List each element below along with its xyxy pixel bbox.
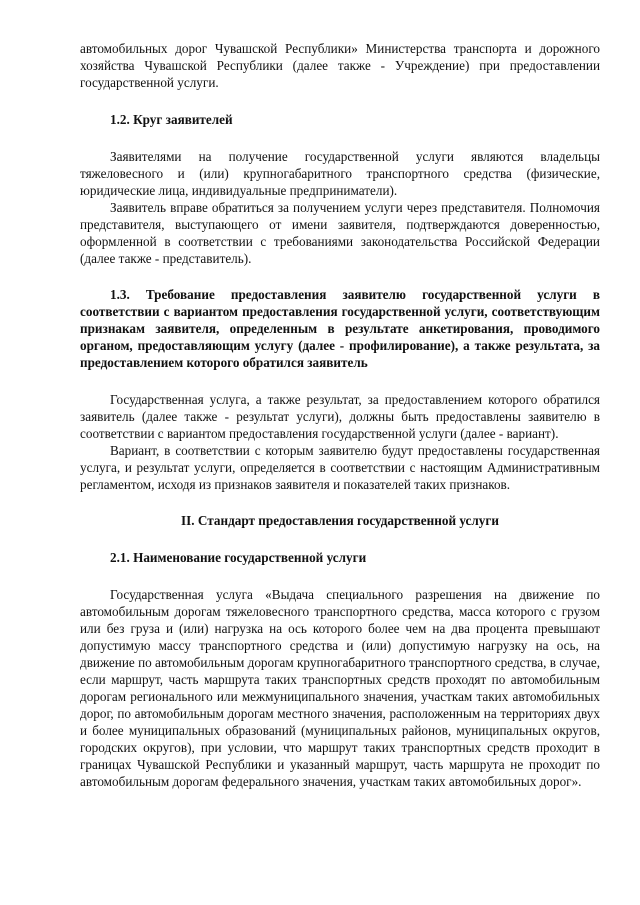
paragraph-service-name: Государственная услуга «Выдача специального разрешения на движение по автомобильным дорогам тяжеловесного транспортного средства, масса которого с грузом или без груза и (или) нагрузка на ось которого более чем на два процента превышают допустимую массу транспортного средства и (или) допустимую нагрузку на ось, на движение по автомобильным дорогам крупногабаритного транспортного средства, в случае, если маршрут, часть маршрута таких транспортных средств проходят по автомобильным дорогам регионального или межмуниципального значения, участкам таких автомобильных дорог, по автомобильным дорогам местного значения, расположенным на территориях двух и более муниципальных образований (муниципальных районов, муниципальных округов, городских округов), при условии, что маршрут таких транспортных средств проходит в границах Чувашской Республики и указанный маршрут, часть маршрута не проходит по автомобильным дорогам федерального значения, участкам таких автомобильных дорог».	[80, 587, 600, 789]
heading-1-2-applicants: 1.2. Круг заявителей	[110, 112, 233, 127]
section-title-2-standard: II. Стандарт предоставления государственной услуги	[181, 513, 499, 528]
heading-1-3-service-variant: 1.3. Требование предоставления заявителю государственной услуги в соответствии с вариантом предоставления государственной услуги, соответствующим признакам заявителя, определенным в результате анкетирования, проводимого органом, предоставляющим услугу (далее - профилирование), а также результата, за предоставлением которого обратился заявитель	[80, 287, 600, 370]
heading-2-1-service-name: 2.1. Наименование государственной услуги	[110, 550, 367, 565]
intro-paragraph: автомобильных дорог Чувашской Республики» Министерства транспорта и дорожного хозяйства Чувашской Республики (далее также - Учреждение) при предоставлении государственной услуги.	[80, 41, 600, 90]
paragraph-variant: Вариант, в соответствии с которым заявителю будут предоставлены государственная услуга, и результат услуги, определяется в соответствии с настоящим Административным регламентом, исходя из признаков заявителя и показателей таких признаков.	[80, 443, 600, 492]
paragraph-service-result: Государственная услуга, а также результат, за предоставлением которого обратился заявитель (далее также - результат услуги), должны быть предоставлены заявителю в соответствии с вариантом предоставления государственной услуги (далее - вариант).	[80, 392, 600, 441]
paragraph-applicants: Заявителями на получение государственной услуги являются владельцы тяжеловесного и (или) крупногабаритного транспортного средства (физические, юридические лица, индивидуальные предприниматели).	[80, 149, 600, 198]
paragraph-representative: Заявитель вправе обратиться за получением услуги через представителя. Полномочия представителя, выступающего от имени заявителя, подтверждаются доверенностью, оформленной в соответствии с требованиями законодательства Российской Федерации (далее также - представитель).	[80, 200, 600, 266]
